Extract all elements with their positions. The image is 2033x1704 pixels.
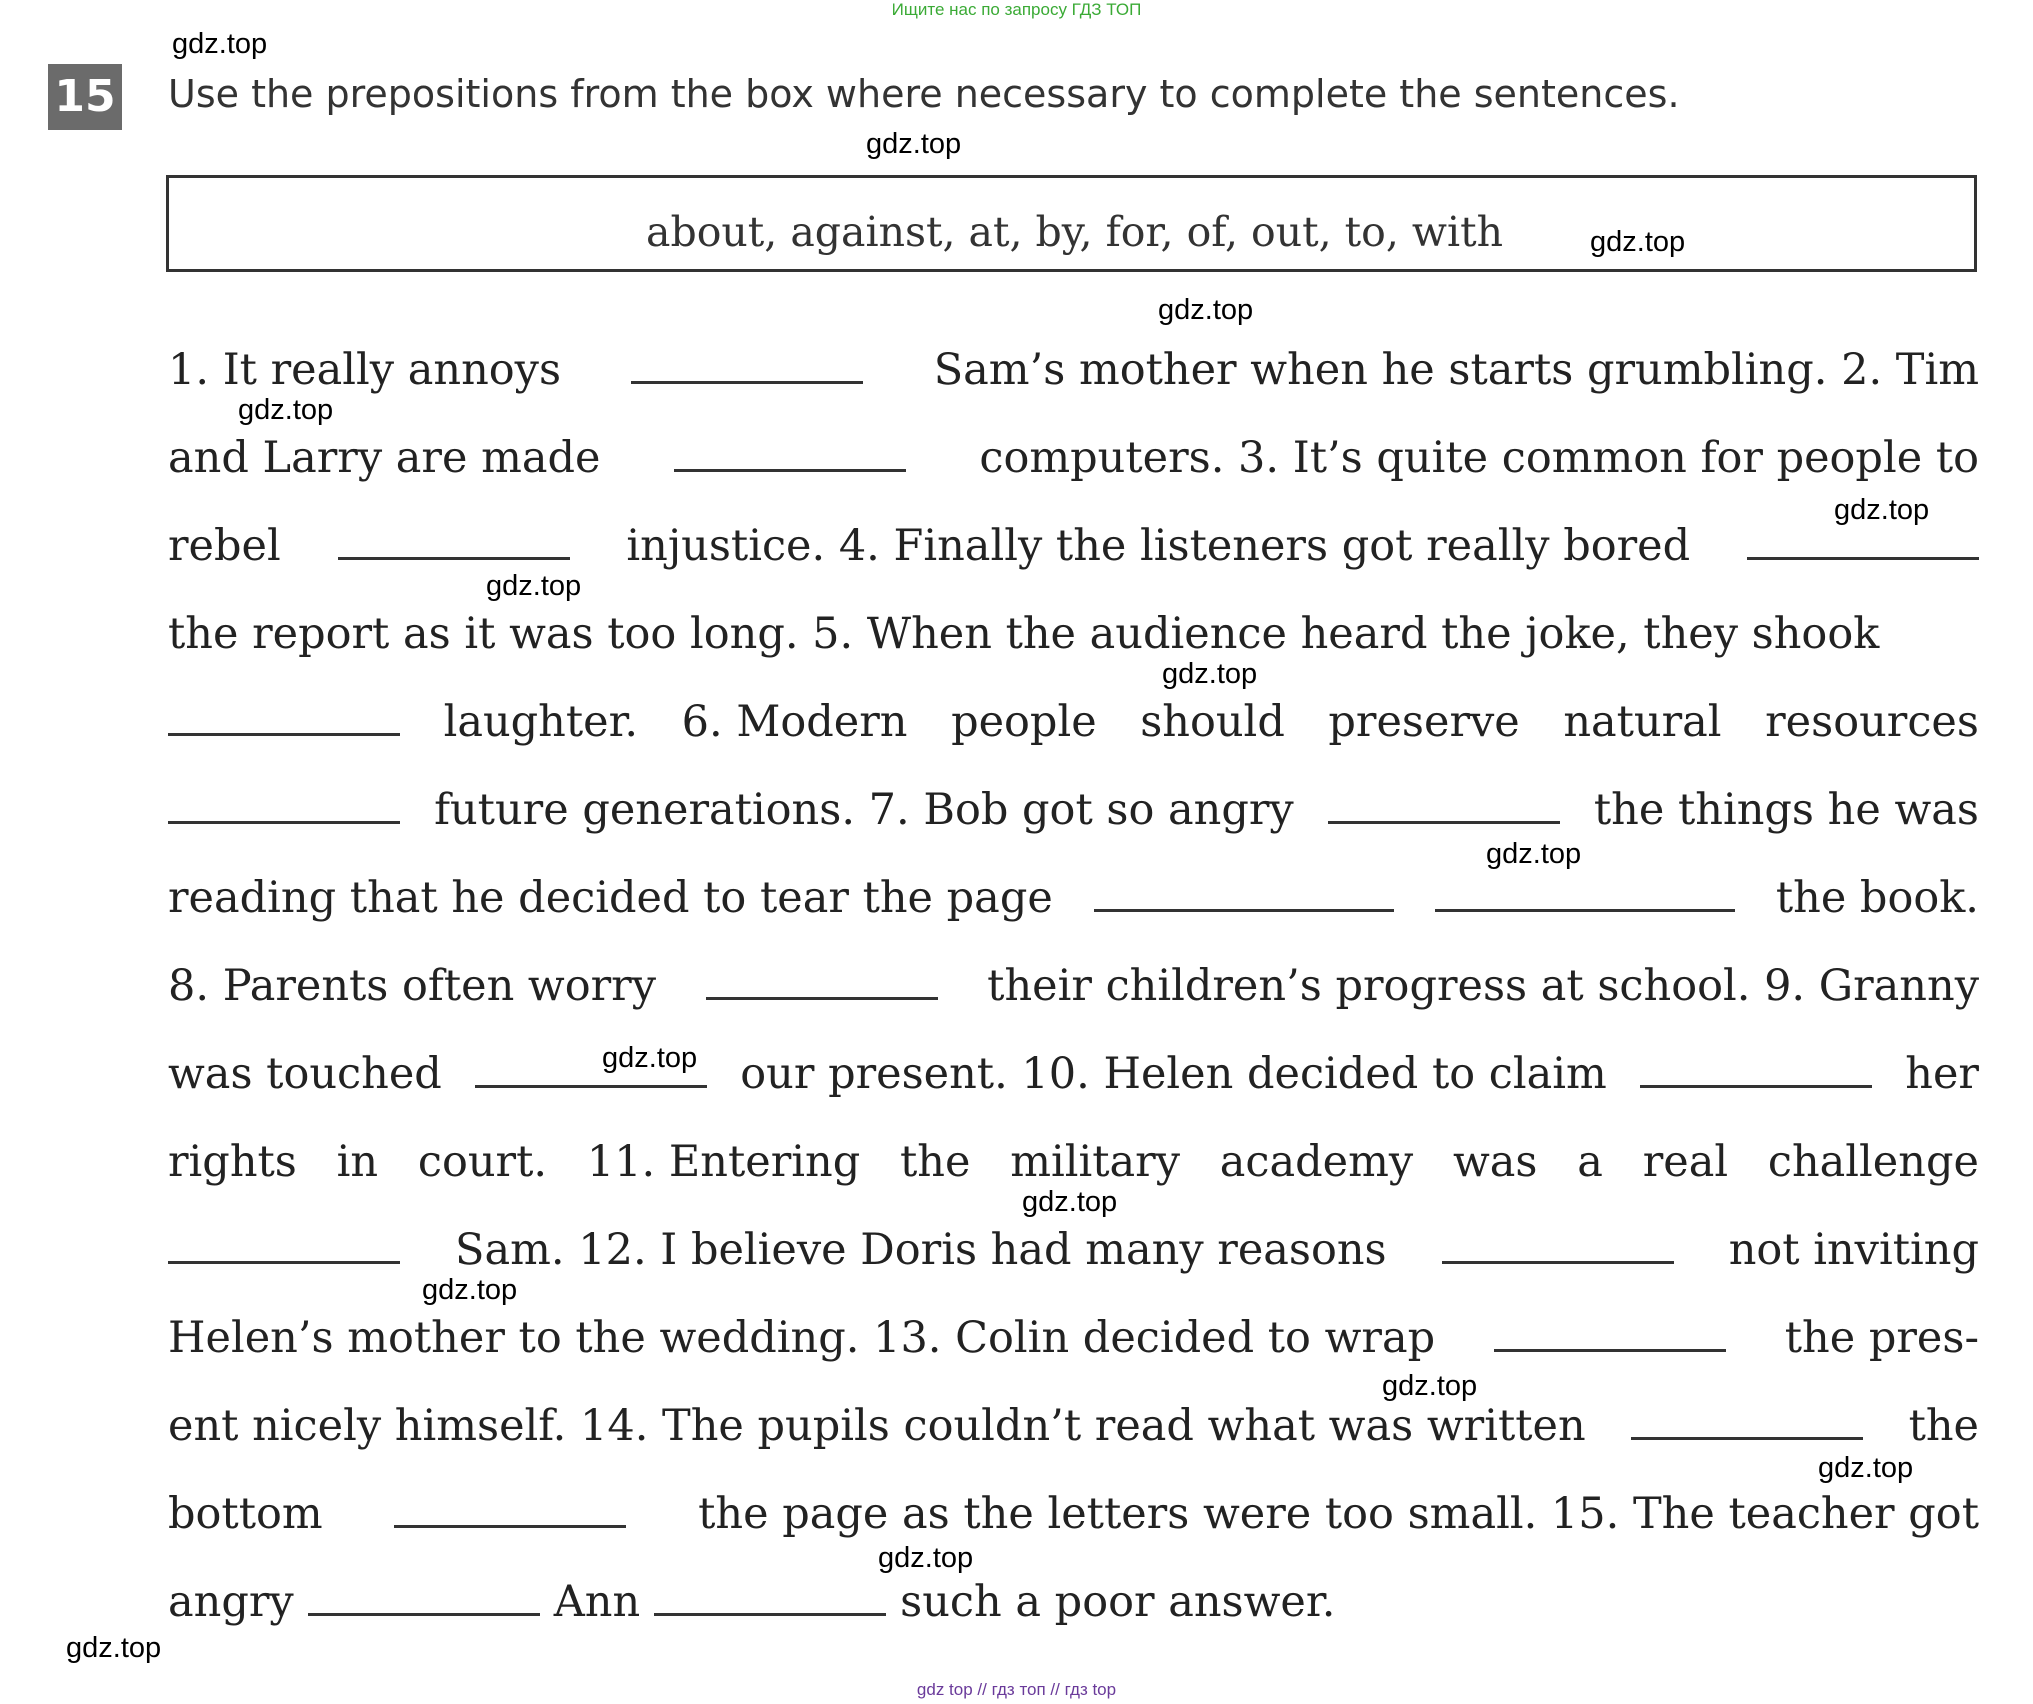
watermark: gdz.top: [486, 570, 582, 602]
exercise-line-6: [168, 780, 1979, 840]
answer-blank[interactable]: [674, 459, 906, 472]
line-text: rebel: [168, 521, 281, 571]
answer-blank[interactable]: [654, 1603, 886, 1616]
line-text: such a poor answer.: [900, 1577, 1336, 1627]
line-text: in: [336, 1137, 379, 1187]
answer-blank[interactable]: [1494, 1339, 1726, 1352]
line-text: 6. Modern: [681, 697, 908, 747]
watermark: gdz.top: [1834, 494, 1930, 526]
watermark: gdz.top: [602, 1042, 698, 1074]
line-text: her: [1905, 1049, 1979, 1099]
exercise-line-14: [168, 1484, 1979, 1544]
preposition-list: about, against, at, by, for, of, out, to, with: [646, 208, 1503, 256]
answer-blank[interactable]: [308, 1603, 540, 1616]
exercise-line-12: [168, 1308, 1979, 1368]
line-text: Helen’s mother to the wedding. 13. Colin decided to wrap: [168, 1313, 1436, 1363]
preposition-box: [166, 175, 1977, 272]
exercise-line-9: [168, 1044, 1979, 1104]
exercise-instruction: Use the prepositions from the box where necessary to complete the sentences.: [168, 72, 1680, 116]
exercise-line-2: [168, 428, 1979, 488]
bottom-banner[interactable]: gdz top // гдз топ // гдз top: [916, 1680, 1117, 1699]
answer-blank[interactable]: [631, 371, 863, 384]
watermark: gdz.top: [422, 1274, 518, 1306]
line-text: the report as it was too long. 5. When the audience heard the joke, they shook: [168, 609, 1880, 659]
answer-blank[interactable]: [1631, 1427, 1863, 1440]
answer-blank[interactable]: [394, 1515, 626, 1528]
line-text: future generations. 7. Bob got so angry: [434, 785, 1294, 835]
answer-blank[interactable]: [168, 723, 400, 736]
line-text: angry: [168, 1577, 294, 1627]
watermark: gdz.top: [172, 28, 268, 60]
line-text: should: [1140, 697, 1285, 747]
answer-blank[interactable]: [168, 1251, 400, 1264]
line-text: the page as the letters were too small. 15. The teacher got: [698, 1489, 1979, 1539]
watermark: gdz.top: [1590, 226, 1686, 258]
line-text: Sam’s mother when he starts grumbling. 2. Tim: [933, 345, 1979, 395]
line-text: Sam. 12. I believe Doris had many reasons: [455, 1225, 1387, 1275]
answer-blank[interactable]: [475, 1075, 707, 1088]
line-text: resources: [1765, 697, 1979, 747]
watermark: gdz.top: [878, 1542, 974, 1574]
watermark: gdz.top: [1486, 838, 1582, 870]
exercise-line-11: [168, 1220, 1979, 1280]
watermark: gdz.top: [866, 128, 962, 160]
exercise-line-4: [168, 604, 1979, 664]
watermark: gdz.top: [66, 1632, 162, 1664]
line-text: the book.: [1775, 873, 1979, 923]
line-text: the pres-: [1784, 1313, 1979, 1363]
line-text: our present. 10. Helen decided to claim: [740, 1049, 1607, 1099]
watermark: gdz.top: [1022, 1186, 1118, 1218]
watermark: gdz.top: [238, 394, 334, 426]
line-text: people: [951, 697, 1097, 747]
watermark: gdz.top: [1382, 1370, 1478, 1402]
watermark: gdz.top: [1158, 294, 1254, 326]
exercise-line-13: [168, 1396, 1979, 1456]
line-text: preserve: [1328, 697, 1520, 747]
exercise-line-15: [168, 1572, 1979, 1632]
line-text: military: [1010, 1137, 1181, 1187]
line-text: real: [1642, 1137, 1729, 1187]
answer-blank[interactable]: [338, 547, 570, 560]
line-text: was: [1452, 1137, 1538, 1187]
exercise-line-3: [168, 516, 1979, 576]
line-text: the: [1908, 1401, 1979, 1451]
line-text: reading that he decided to tear the page: [168, 873, 1053, 923]
top-banner[interactable]: Ищите нас по запросу ГДЗ ТОП: [891, 0, 1142, 19]
line-text: 8. Parents often worry: [168, 961, 657, 1011]
line-text: natural: [1563, 697, 1722, 747]
line-text: the: [900, 1137, 971, 1187]
watermark: gdz.top: [1162, 658, 1258, 690]
exercise-line-8: [168, 956, 1979, 1016]
line-text: computers. 3. It’s quite common for people to: [979, 433, 1979, 483]
line-text: challenge: [1767, 1137, 1979, 1187]
line-text: academy: [1219, 1137, 1414, 1187]
line-text: laughter.: [443, 697, 639, 747]
line-text: rights: [168, 1137, 297, 1187]
line-text: was touched: [168, 1049, 442, 1099]
line-text: a: [1577, 1137, 1603, 1187]
line-text: the things he was: [1593, 785, 1979, 835]
line-text: not inviting: [1728, 1225, 1979, 1275]
exercise-line-7: [168, 868, 1979, 928]
answer-blank[interactable]: [1328, 811, 1560, 824]
answer-blank[interactable]: [1640, 1075, 1872, 1088]
line-text: ent nicely himself. 14. The pupils couldn’t read what was written: [168, 1401, 1586, 1451]
answer-blank[interactable]: [1747, 547, 1979, 560]
line-text: court.: [417, 1137, 548, 1187]
answer-blank[interactable]: [706, 987, 938, 1000]
line-text: their children’s progress at school. 9. Granny: [987, 961, 1979, 1011]
watermark: gdz.top: [1818, 1452, 1914, 1484]
exercise-line-1: [168, 340, 1979, 400]
line-text: bottom: [168, 1489, 323, 1539]
answer-blank[interactable]: [1435, 899, 1735, 912]
line-text: and Larry are made: [168, 433, 601, 483]
line-text: injustice. 4. Finally the listeners got really bored: [626, 521, 1691, 571]
answer-blank[interactable]: [168, 811, 400, 824]
line-text: 1. It really annoys: [168, 345, 562, 395]
exercise-number-badge: 15: [48, 64, 122, 130]
answer-blank[interactable]: [1094, 899, 1394, 912]
answer-blank[interactable]: [1442, 1251, 1674, 1264]
exercise-line-5: [168, 692, 1979, 752]
line-text: 11. Entering: [586, 1137, 861, 1187]
exercise-line-10: [168, 1132, 1979, 1192]
line-text: Ann: [553, 1577, 641, 1627]
